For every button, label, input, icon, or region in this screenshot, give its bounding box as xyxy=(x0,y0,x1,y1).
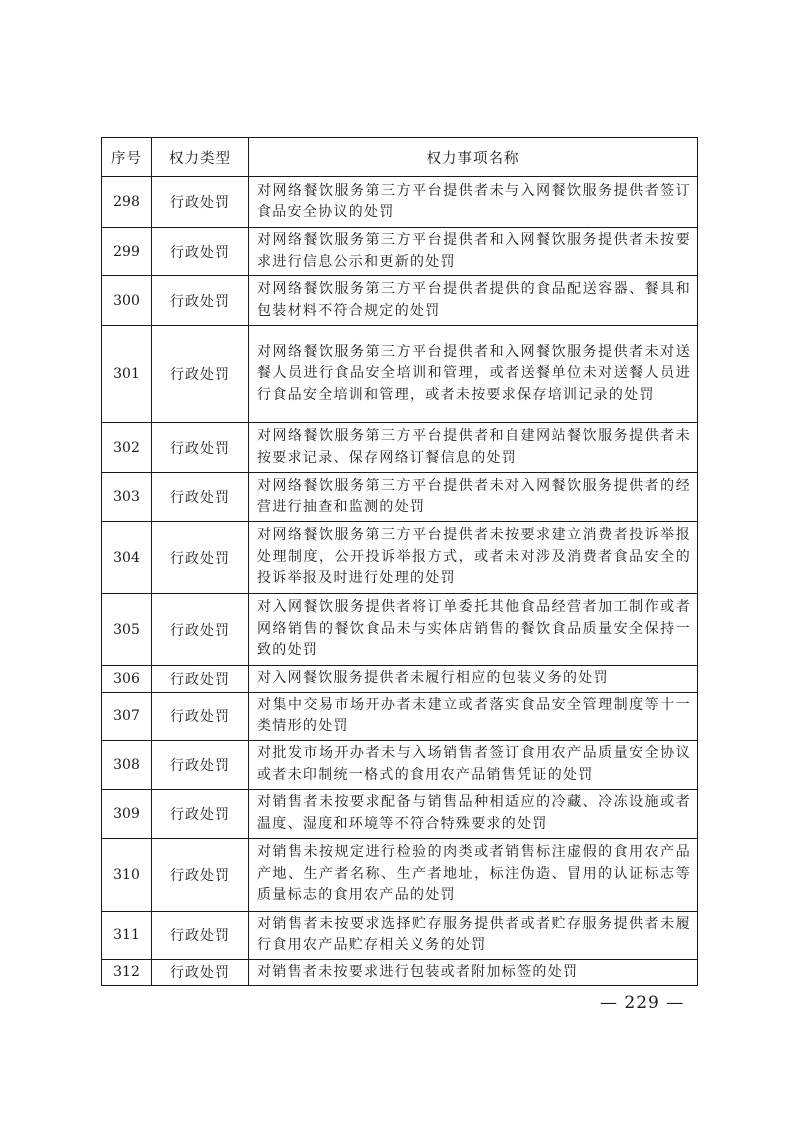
row-num: 298 xyxy=(102,177,152,228)
header-num: 序号 xyxy=(102,138,152,177)
row-num: 302 xyxy=(102,423,152,473)
row-num: 309 xyxy=(102,789,152,838)
row-type: 行政处罚 xyxy=(152,473,249,522)
row-type: 行政处罚 xyxy=(152,423,249,473)
table-row xyxy=(102,911,698,959)
row-name: 对销售者未按要求进行包装或者附加标签的处罚 xyxy=(249,959,698,986)
row-name: 对网络餐饮服务第三方平台提供者未与入网餐饮服务提供者签订食品安全协议的处罚 xyxy=(249,177,698,228)
table-row xyxy=(102,276,698,326)
row-type: 行政处罚 xyxy=(152,276,249,326)
table-row xyxy=(102,959,698,986)
row-name: 对网络餐饮服务第三方平台提供者和入网餐饮服务提供者未对送餐人员进行食品安全培训和管理，或者送餐单位未对送餐人员进行食品安全培训和管理，或者未按要求保存培训记录的处罚 xyxy=(249,326,698,423)
row-num: 311 xyxy=(102,911,152,959)
row-num: 307 xyxy=(102,692,152,740)
table-row xyxy=(102,228,698,276)
row-name: 对销售者未按要求配备与销售品种相适应的冷藏、冷冻设施或者温度、湿度和环境等不符合特殊要求的处罚 xyxy=(249,789,698,838)
row-num: 303 xyxy=(102,473,152,522)
row-type: 行政处罚 xyxy=(152,789,249,838)
table-row xyxy=(102,692,698,740)
row-num: 306 xyxy=(102,666,152,693)
row-name: 对入网餐饮服务提供者将订单委托其他食品经营者加工制作或者网络销售的餐饮食品未与实体店销售的餐饮食品质量安全保持一致的处罚 xyxy=(249,594,698,666)
row-num: 304 xyxy=(102,522,152,594)
header-name: 权力事项名称 xyxy=(249,138,698,177)
row-name: 对批发市场开办者未与入场销售者签订食用农产品质量安全协议或者未印制统一格式的食用农产品销售凭证的处罚 xyxy=(249,740,698,789)
row-type: 行政处罚 xyxy=(152,228,249,276)
row-type: 行政处罚 xyxy=(152,666,249,693)
table-row xyxy=(102,423,698,473)
row-name: 对网络餐饮服务第三方平台提供者和自建网站餐饮服务提供者未按要求记录、保存网络订餐信息的处罚 xyxy=(249,423,698,473)
table-row xyxy=(102,594,698,666)
row-name: 对网络餐饮服务第三方平台提供者和入网餐饮服务提供者未按要求进行信息公示和更新的处罚 xyxy=(249,228,698,276)
table-row xyxy=(102,522,698,594)
row-type: 行政处罚 xyxy=(152,838,249,911)
row-num: 301 xyxy=(102,326,152,423)
row-num: 305 xyxy=(102,594,152,666)
row-type: 行政处罚 xyxy=(152,911,249,959)
authority-table xyxy=(101,137,698,986)
table-row xyxy=(102,666,698,693)
row-type: 行政处罚 xyxy=(152,326,249,423)
table-row xyxy=(102,473,698,522)
row-name: 对销售未按规定进行检验的肉类或者销售标注虚假的食用农产品产地、生产者名称、生产者地址，标注伪造、冒用的认证标志等质量标志的食用农产品的处罚 xyxy=(249,838,698,911)
row-type: 行政处罚 xyxy=(152,594,249,666)
table-row xyxy=(102,177,698,228)
row-type: 行政处罚 xyxy=(152,740,249,789)
row-num: 310 xyxy=(102,838,152,911)
row-num: 299 xyxy=(102,228,152,276)
table-row xyxy=(102,326,698,423)
row-name: 对销售者未按要求选择贮存服务提供者或者贮存服务提供者未履行食用农产品贮存相关义务的处罚 xyxy=(249,911,698,959)
header-type: 权力类型 xyxy=(152,138,249,177)
table-row xyxy=(102,838,698,911)
row-name: 对网络餐饮服务第三方平台提供者提供的食品配送容器、餐具和包装材料不符合规定的处罚 xyxy=(249,276,698,326)
row-type: 行政处罚 xyxy=(152,522,249,594)
row-num: 308 xyxy=(102,740,152,789)
row-num: 300 xyxy=(102,276,152,326)
page-number: — 229 — xyxy=(600,993,685,1013)
table-row xyxy=(102,789,698,838)
row-name: 对集中交易市场开办者未建立或者落实食品安全管理制度等十一类情形的处罚 xyxy=(249,692,698,740)
table-row xyxy=(102,740,698,789)
row-type: 行政处罚 xyxy=(152,177,249,228)
row-type: 行政处罚 xyxy=(152,692,249,740)
row-num: 312 xyxy=(102,959,152,986)
row-type: 行政处罚 xyxy=(152,959,249,986)
row-name: 对入网餐饮服务提供者未履行相应的包装义务的处罚 xyxy=(249,666,698,693)
table-header-row xyxy=(102,138,698,177)
row-name: 对网络餐饮服务第三方平台提供者未按要求建立消费者投诉举报处理制度，公开投诉举报方式，或者未对涉及消费者食品安全的投诉举报及时进行处理的处罚 xyxy=(249,522,698,594)
row-name: 对网络餐饮服务第三方平台提供者未对入网餐饮服务提供者的经营进行抽查和监测的处罚 xyxy=(249,473,698,522)
